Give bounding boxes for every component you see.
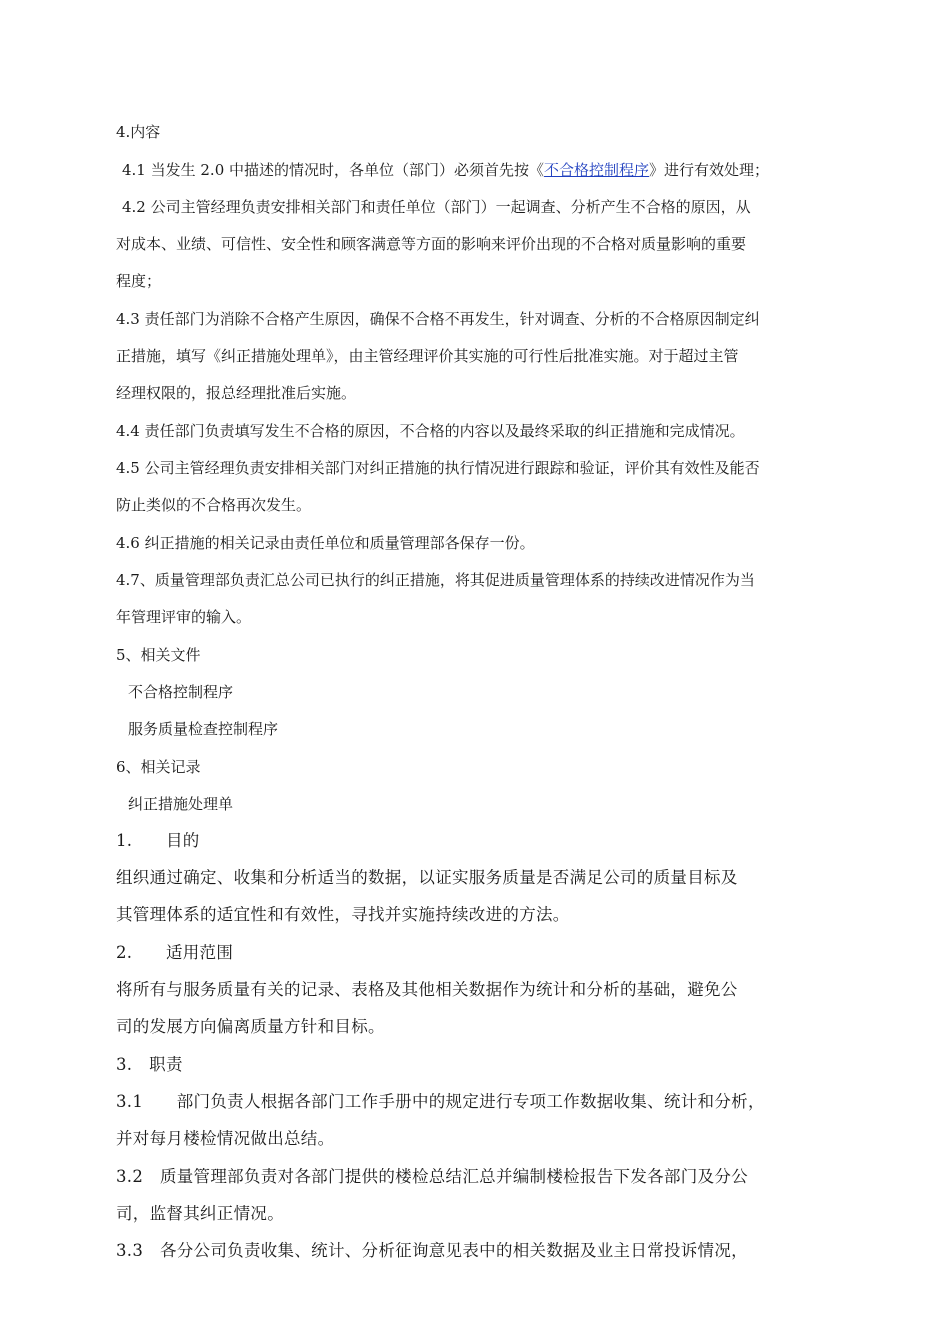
paragraph-4-1-pre: 4.1 当发生 2.0 中描述的情况时，各单位（部门）必须首先按《	[122, 161, 545, 179]
purpose-line-1: 组织通过确定、收集和分析适当的数据，以证实服务质量是否满足公司的质量目标及	[116, 868, 738, 887]
paragraph-4-5-line-2: 防止类似的不合格再次发生。	[116, 496, 312, 514]
paragraph-4-3-line-3: 经理权限的，报总经理批准后实施。	[116, 384, 357, 402]
paragraph-4-2-line-1: 4.2 公司主管经理负责安排相关部门和责任单位（部门）一起调查、分析产生不合格的原因，从	[122, 198, 751, 216]
paragraph-4-3-line-1: 4.3 责任部门为消除不合格产生原因，确保不合格不再发生，针对调查、分析的不合格原因制定纠	[116, 310, 760, 328]
paragraph-4-1-post: 》进行有效处理；	[649, 161, 770, 179]
paragraph-4-7-line-1: 4.7、质量管理部负责汇总公司已执行的纠正措施，将其促进质量管理体系的持续改进情况作为当	[116, 571, 755, 589]
responsibility-3-1-line-1: 3.1 部门负责人根据各部门工作手册中的规定进行专项工作数据收集、统计和分析，	[116, 1092, 765, 1111]
related-doc-1: 不合格控制程序	[128, 683, 234, 701]
section-4-heading: 4.内容	[116, 123, 161, 141]
nonconformity-control-link[interactable]: 不合格控制程序	[544, 161, 650, 179]
related-doc-2: 服务质量检查控制程序	[128, 720, 279, 738]
paragraph-4-7-line-2: 年管理评审的输入。	[116, 608, 252, 626]
purpose-line-2: 其管理体系的适宜性和有效性，寻找并实施持续改进的方法。	[116, 905, 570, 924]
paragraph-4-2-line-3: 程度；	[116, 272, 162, 290]
related-record-1: 纠正措施处理单	[128, 795, 234, 813]
purpose-heading: 1. 目的	[116, 831, 200, 850]
scope-heading: 2. 适用范围	[116, 943, 234, 962]
section-6-heading: 6、相关记录	[116, 758, 201, 776]
responsibility-3-2-line-1: 3.2 质量管理部负责对各部门提供的楼检总结汇总并编制楼检报告下发各部门及分公	[116, 1167, 748, 1186]
paragraph-4-2-line-2: 对成本、业绩、可信性、安全性和顾客满意等方面的影响来评价出现的不合格对质量影响的重要	[116, 235, 747, 253]
responsibility-3-2-line-2: 司，监督其纠正情况。	[116, 1204, 284, 1223]
paragraph-4-4: 4.4 责任部门负责填写发生不合格的原因，不合格的内容以及最终采取的纠正措施和完成情况。	[116, 422, 745, 440]
paragraph-4-5-line-1: 4.5 公司主管经理负责安排相关部门对纠正措施的执行情况进行跟踪和验证，评价其有效性及能否	[116, 459, 760, 477]
paragraph-4-1	[122, 160, 769, 180]
scope-line-1: 将所有与服务质量有关的记录、表格及其他相关数据作为统计和分析的基础，避免公	[116, 980, 738, 999]
responsibility-3-3-line-1: 3.3 各分公司负责收集、统计、分析征询意见表中的相关数据及业主日常投诉情况，	[116, 1241, 748, 1260]
scope-line-2: 司的发展方向偏离质量方针和目标。	[116, 1017, 385, 1036]
paragraph-4-3-line-2: 正措施，填写《纠正措施处理单》，由主管经理评价其实施的可行性后批准实施。对于超过主管	[116, 347, 739, 365]
responsibility-3-1-line-2: 并对每月楼检情况做出总结。	[116, 1129, 335, 1148]
responsibility-heading: 3. 职责	[116, 1055, 183, 1074]
paragraph-4-6: 4.6 纠正措施的相关记录由责任单位和质量管理部各保存一份。	[116, 534, 535, 552]
section-5-heading: 5、相关文件	[116, 646, 201, 664]
